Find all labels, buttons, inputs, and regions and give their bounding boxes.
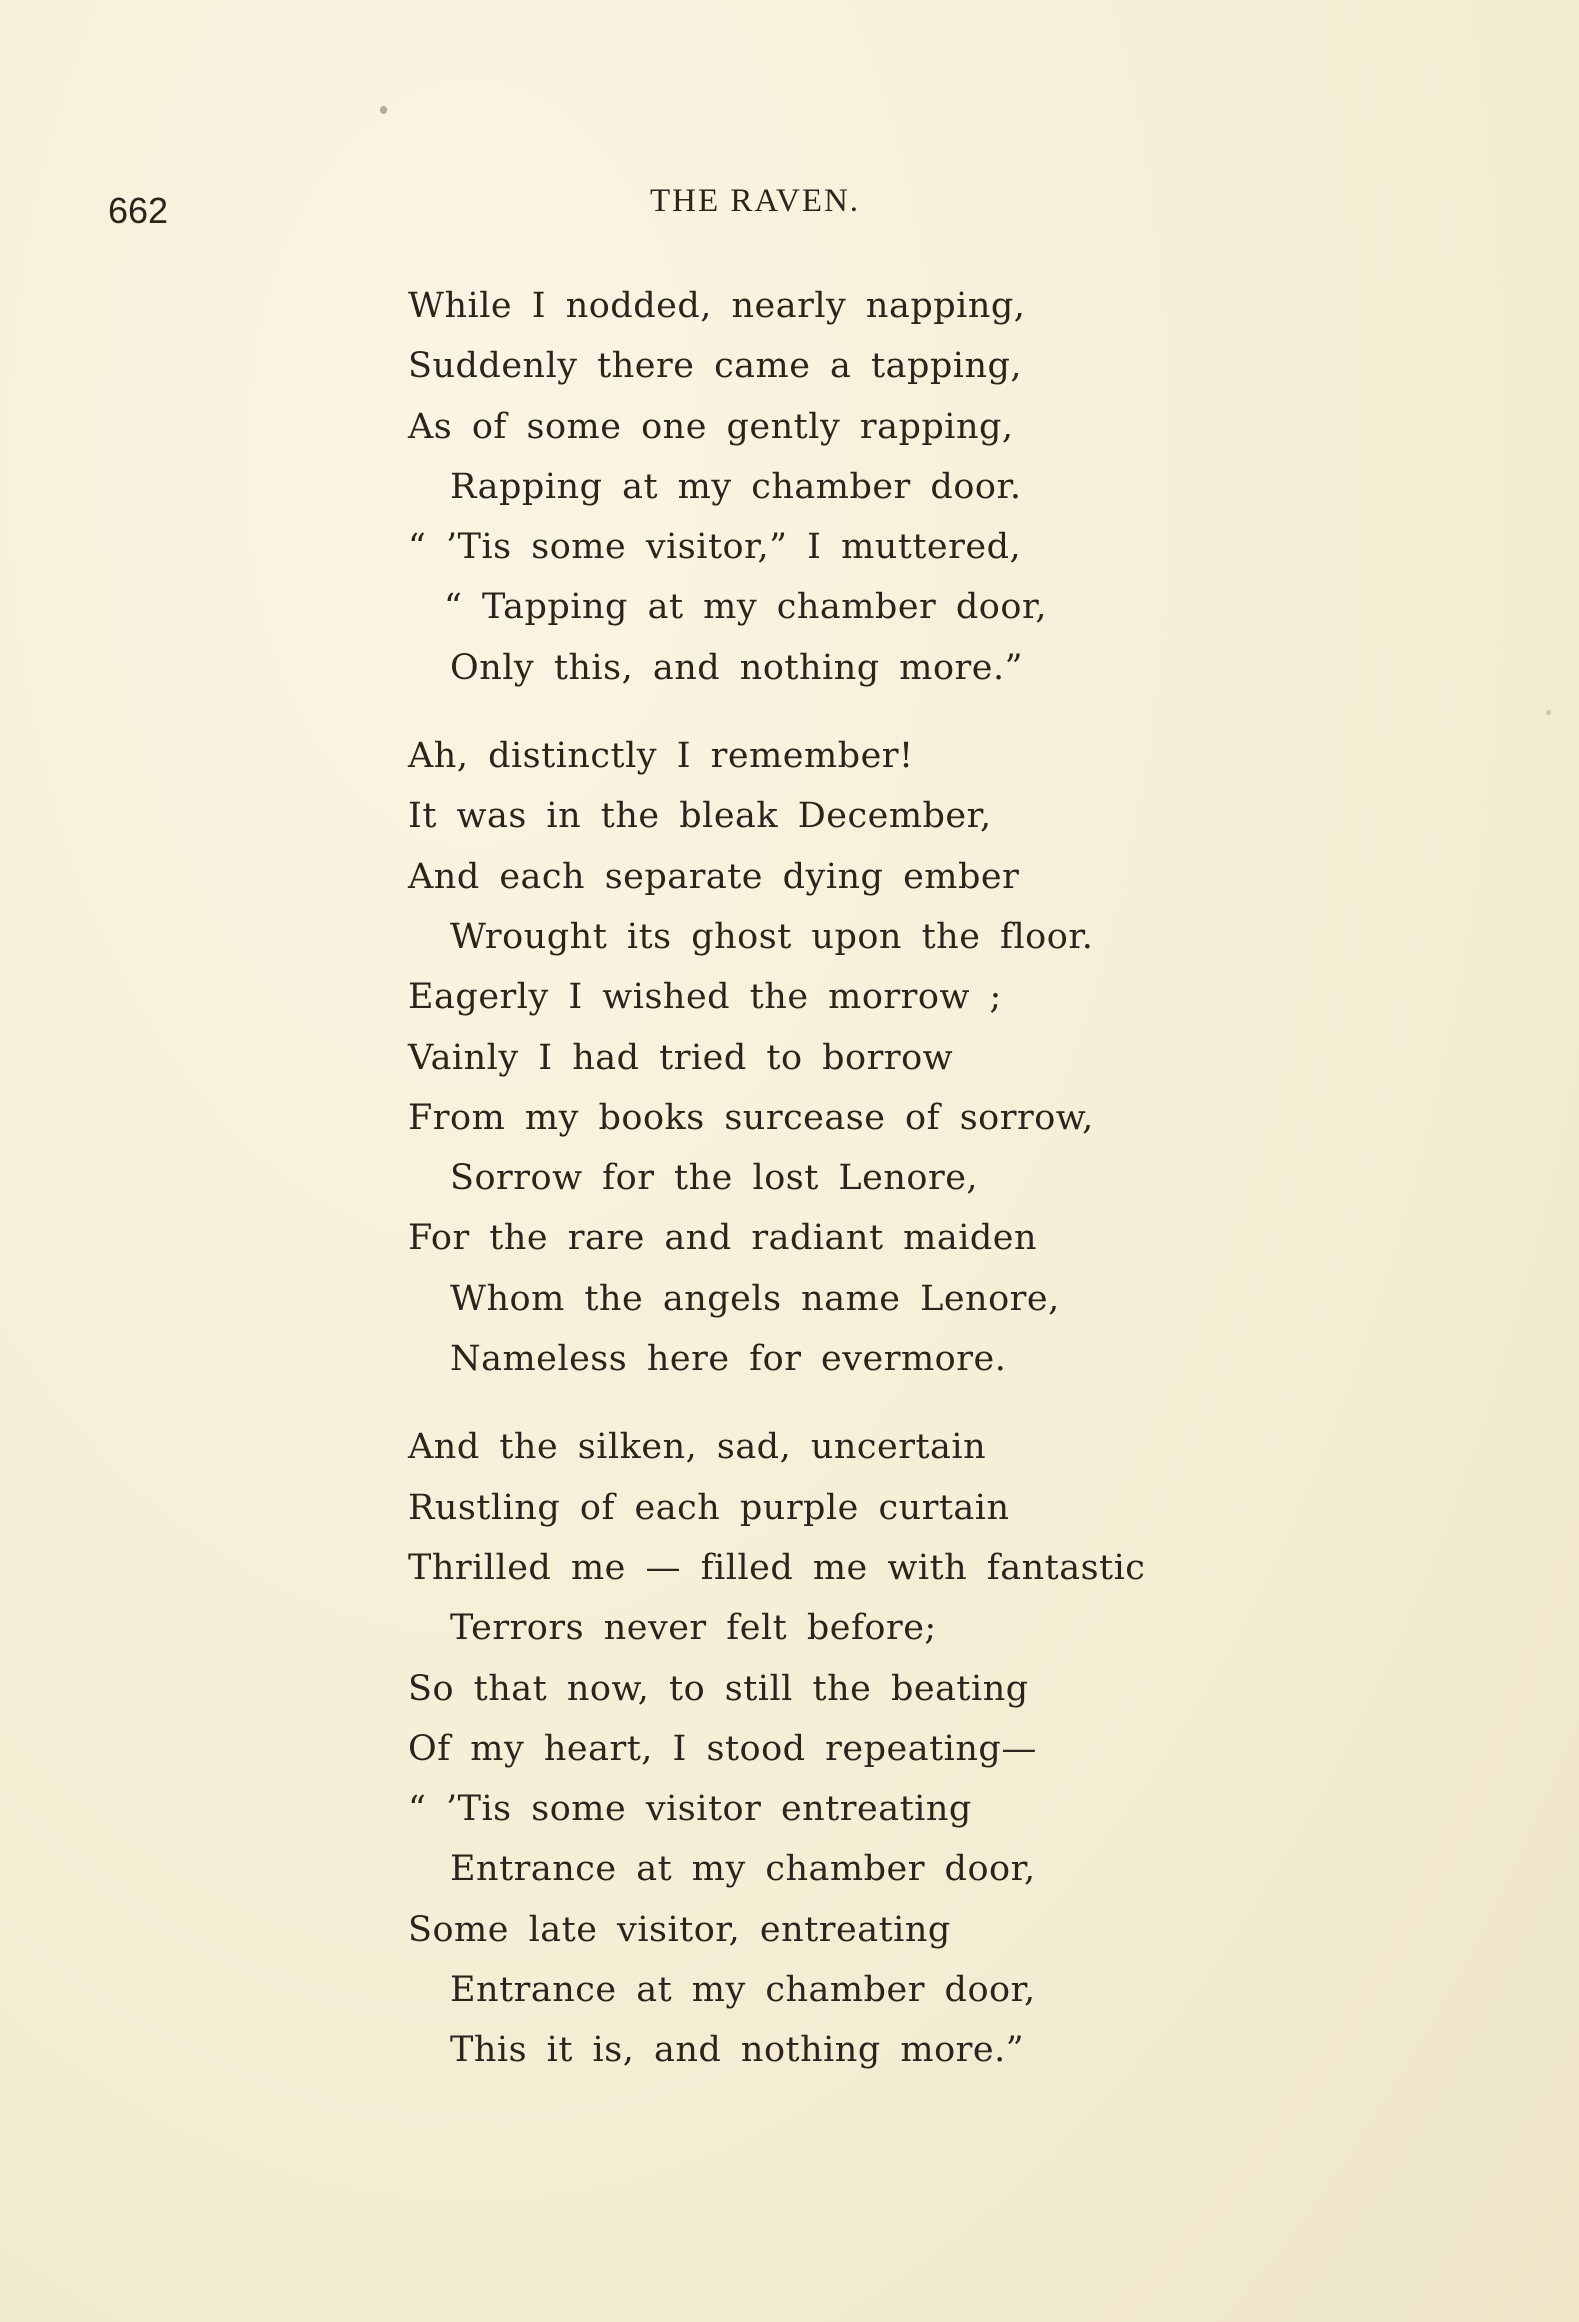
poem-line: This it is, and nothing more.” — [450, 2030, 1025, 2071]
poem-line: Ah, distinctly I remember! — [408, 736, 914, 777]
ink-speck — [1546, 710, 1551, 715]
stanza-3 — [408, 1417, 1408, 2080]
poem-line: From my books surcease of sorrow, — [408, 1097, 1094, 1138]
poem-line: Nameless here for evermore. — [450, 1339, 1007, 1380]
stanza-1 — [408, 276, 1408, 698]
poem-line: Some late visitor, entreating — [408, 1909, 951, 1950]
poem-line: Eagerly I wished the morrow ; — [408, 977, 1002, 1018]
poem-line: Wrought its ghost upon the floor. — [450, 916, 1094, 957]
poem-line: Whom the angels name Lenore, — [450, 1278, 1060, 1319]
running-title: THE RAVEN. — [650, 183, 861, 219]
stanza-2 — [408, 726, 1408, 1389]
poem-line: Sorrow for the lost Lenore, — [450, 1158, 979, 1199]
poem-line: Vainly I had tried to borrow — [408, 1037, 954, 1078]
poem-line: For the rare and radiant maiden — [408, 1218, 1038, 1259]
page-number: 662 — [108, 190, 169, 231]
poem-line: Thrilled me — filled me with fantastic — [408, 1547, 1146, 1588]
poem-line: Rapping at my chamber door. — [450, 466, 1022, 507]
poem-line: Of my heart, I stood repeating— — [408, 1728, 1037, 1769]
poem-line: As of some one gently rapping, — [408, 406, 1014, 447]
poem-line: Only this, and nothing more.” — [450, 647, 1023, 688]
poem-line: Suddenly there came a tapping, — [408, 346, 1023, 387]
poem-body — [408, 276, 1408, 2081]
poem-line: Terrors never felt before; — [450, 1608, 937, 1649]
poem-line: Entrance at my chamber door, — [450, 1970, 1036, 2011]
poem-line: So that now, to still the beating — [408, 1668, 1029, 1709]
poem-line: Entrance at my chamber door, — [450, 1849, 1036, 1890]
poem-line: And the silken, sad, uncertain — [408, 1427, 987, 1468]
poem-line: It was in the bleak December, — [408, 796, 992, 837]
ink-speck — [380, 106, 387, 114]
poem-line: And each separate dying ember — [408, 856, 1020, 897]
poem-line: “ Tapping at my chamber door, — [444, 587, 1047, 628]
poem-line: “ ’Tis some visitor,” I muttered, — [408, 527, 1022, 568]
poem-line: Rustling of each purple curtain — [408, 1487, 1010, 1528]
poem-line: “ ’Tis some visitor entreating — [408, 1789, 972, 1830]
poem-line: While I nodded, nearly napping, — [408, 286, 1026, 326]
